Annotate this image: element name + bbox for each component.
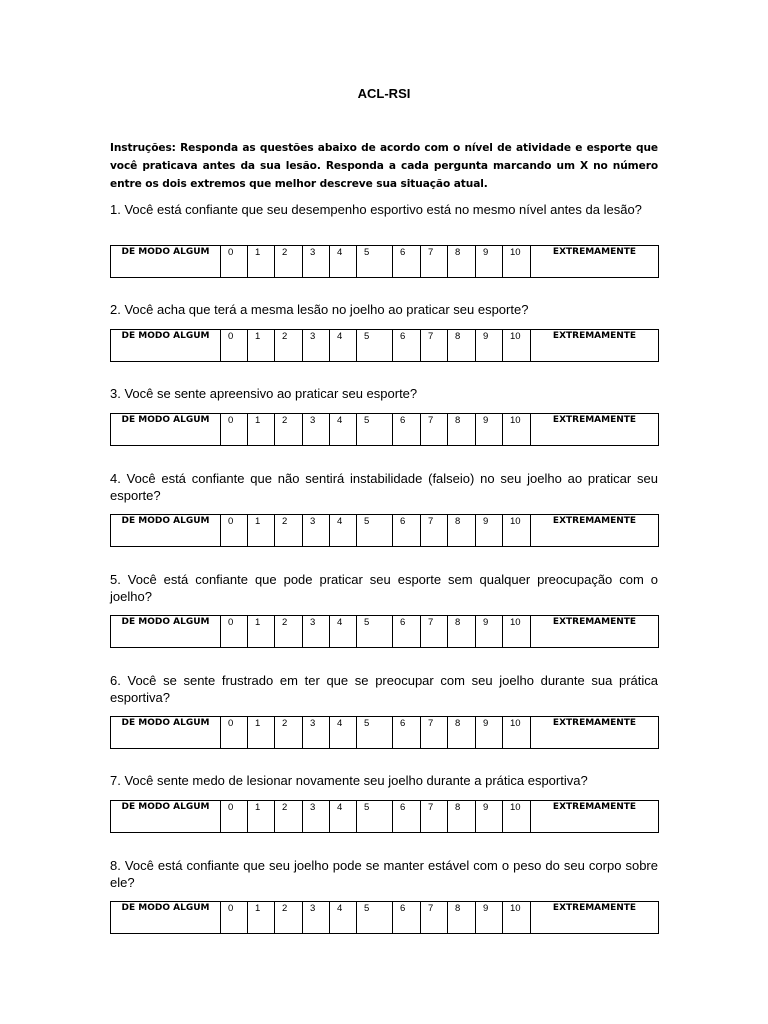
scale-option-7[interactable]: 7 (421, 616, 448, 648)
scale-left-label: DE MODO ALGUM (111, 717, 221, 749)
scale-right-label: EXTREMAMENTE (531, 717, 659, 749)
scale-option-5[interactable]: 5 (357, 330, 393, 362)
scale-option-8[interactable]: 8 (448, 515, 476, 547)
scale-option-10[interactable]: 10 (503, 414, 531, 446)
scale-option-10[interactable]: 10 (503, 246, 531, 278)
scale-option-1[interactable]: 1 (248, 246, 275, 278)
scale-option-0[interactable]: 0 (221, 515, 248, 547)
scale-option-2[interactable]: 2 (275, 246, 303, 278)
scale-option-5[interactable]: 5 (357, 414, 393, 446)
scale-option-1[interactable]: 1 (248, 616, 275, 648)
scale-option-5[interactable]: 5 (357, 902, 393, 934)
scale-option-4[interactable]: 4 (330, 515, 357, 547)
scale-option-1[interactable]: 1 (248, 414, 275, 446)
scale-option-3[interactable]: 3 (303, 801, 330, 833)
scale-option-10[interactable]: 10 (503, 330, 531, 362)
question-text: 6. Você se sente frustrado em ter que se preocupar com seu joelho durante sua prática esportiva? (110, 673, 658, 705)
scale-option-10[interactable]: 10 (503, 717, 531, 749)
scale-option-1[interactable]: 1 (248, 515, 275, 547)
scale-option-3[interactable]: 3 (303, 414, 330, 446)
scale-option-7[interactable]: 7 (421, 801, 448, 833)
rating-scale (110, 716, 659, 749)
scale-option-6[interactable]: 6 (393, 330, 421, 362)
scale-option-0[interactable]: 0 (221, 246, 248, 278)
scale-option-4[interactable]: 4 (330, 717, 357, 749)
scale-option-8[interactable]: 8 (448, 616, 476, 648)
question-text: 7. Você sente medo de lesionar novamente seu joelho durante a prática esportiva? (110, 773, 588, 788)
scale-option-6[interactable]: 6 (393, 246, 421, 278)
scale-left-label: DE MODO ALGUM (111, 616, 221, 648)
question-text: 3. Você se sente apreensivo ao praticar seu esporte? (110, 386, 418, 401)
scale-option-7[interactable]: 7 (421, 330, 448, 362)
scale-option-8[interactable]: 8 (448, 246, 476, 278)
scale-option-9[interactable]: 9 (476, 414, 503, 446)
instructions-text: Instruções: Responda as questões abaixo de acordo com o nível de atividade e esporte que você prati̇cava antes da sua lesão. Responda a cada pergunta marcando um X no número entre os dois extremos que melhor descreve sua situação atual. (110, 142, 658, 190)
scale-option-1[interactable]: 1 (248, 717, 275, 749)
scale-left-label: DE MODO ALGUM (111, 414, 221, 446)
scale-right-label: EXTREMAMENTE (531, 515, 659, 547)
rating-scale (110, 245, 659, 278)
scale-option-9[interactable]: 9 (476, 801, 503, 833)
scale-left-label: DE MODO ALGUM (111, 246, 221, 278)
scale-option-2[interactable]: 2 (275, 616, 303, 648)
scale-right-label: EXTREMAMENTE (531, 616, 659, 648)
question-text: 2. Você acha que terá a mesma lesão no joelho ao praticar seu esporte? (110, 302, 529, 317)
scale-option-10[interactable]: 10 (503, 801, 531, 833)
scale-option-8[interactable]: 8 (448, 717, 476, 749)
scale-option-3[interactable]: 3 (303, 902, 330, 934)
scale-option-2[interactable]: 2 (275, 717, 303, 749)
scale-option-9[interactable]: 9 (476, 902, 503, 934)
scale-option-0[interactable]: 0 (221, 330, 248, 362)
question-text: 5. Você está confiante que pode praticar seu esporte sem qualquer preocupação com o joelho? (110, 572, 658, 604)
question-text: 1. Você está confiante que seu desempenho esportivo está no mesmo nível antes da lesão? (110, 202, 642, 217)
rating-scale (110, 514, 659, 547)
scale-option-2[interactable]: 2 (275, 414, 303, 446)
scale-right-label: EXTREMAMENTE (531, 246, 659, 278)
scale-option-1[interactable]: 1 (248, 801, 275, 833)
scale-option-9[interactable]: 9 (476, 515, 503, 547)
scale-option-0[interactable]: 0 (221, 902, 248, 934)
scale-left-label: DE MODO ALGUM (111, 801, 221, 833)
scale-option-9[interactable]: 9 (476, 717, 503, 749)
scale-option-8[interactable]: 8 (448, 902, 476, 934)
scale-option-7[interactable]: 7 (421, 414, 448, 446)
scale-option-0[interactable]: 0 (221, 414, 248, 446)
scale-option-3[interactable]: 3 (303, 616, 330, 648)
scale-option-0[interactable]: 0 (221, 717, 248, 749)
scale-option-3[interactable]: 3 (303, 515, 330, 547)
scale-option-6[interactable]: 6 (393, 902, 421, 934)
scale-option-10[interactable]: 10 (503, 515, 531, 547)
scale-option-8[interactable]: 8 (448, 330, 476, 362)
page-title: ACL-RSI (357, 86, 411, 101)
scale-right-label: EXTREMAMENTE (531, 801, 659, 833)
scale-option-6[interactable]: 6 (393, 717, 421, 749)
scale-option-2[interactable]: 2 (275, 801, 303, 833)
scale-option-1[interactable]: 1 (248, 330, 275, 362)
scale-option-4[interactable]: 4 (330, 330, 357, 362)
rating-scale (110, 615, 659, 648)
scale-option-2[interactable]: 2 (275, 515, 303, 547)
scale-right-label: EXTREMAMENTE (531, 414, 659, 446)
scale-option-5[interactable]: 5 (357, 515, 393, 547)
scale-option-4[interactable]: 4 (330, 246, 357, 278)
scale-option-3[interactable]: 3 (303, 330, 330, 362)
scale-option-6[interactable]: 6 (393, 414, 421, 446)
scale-left-label: DE MODO ALGUM (111, 330, 221, 362)
rating-scale (110, 413, 659, 446)
scale-option-7[interactable]: 7 (421, 717, 448, 749)
scale-option-5[interactable]: 5 (357, 246, 393, 278)
scale-option-7[interactable]: 7 (421, 515, 448, 547)
question-text: 4. Você está confiante que não sentirá instabilidade (falseio) no seu joelho ao praticar seu esporte? (110, 471, 658, 503)
scale-option-2[interactable]: 2 (275, 902, 303, 934)
scale-left-label: DE MODO ALGUM (111, 515, 221, 547)
scale-option-10[interactable]: 10 (503, 616, 531, 648)
scale-option-7[interactable]: 7 (421, 902, 448, 934)
scale-option-10[interactable]: 10 (503, 902, 531, 934)
scale-option-9[interactable]: 9 (476, 330, 503, 362)
scale-right-label: EXTREMAMENTE (531, 330, 659, 362)
scale-option-3[interactable]: 3 (303, 246, 330, 278)
scale-option-7[interactable]: 7 (421, 246, 448, 278)
rating-scale (110, 800, 659, 833)
scale-left-label: DE MODO ALGUM (111, 902, 221, 934)
scale-option-4[interactable]: 4 (330, 902, 357, 934)
scale-option-6[interactable]: 6 (393, 801, 421, 833)
scale-option-2[interactable]: 2 (275, 330, 303, 362)
scale-option-0[interactable]: 0 (221, 616, 248, 648)
scale-option-1[interactable]: 1 (248, 902, 275, 934)
scale-option-5[interactable]: 5 (357, 717, 393, 749)
scale-option-9[interactable]: 9 (476, 616, 503, 648)
scale-option-4[interactable]: 4 (330, 414, 357, 446)
scale-option-5[interactable]: 5 (357, 801, 393, 833)
scale-option-9[interactable]: 9 (476, 246, 503, 278)
scale-option-0[interactable]: 0 (221, 801, 248, 833)
question-text: 8. Você está confiante que seu joelho pode se manter estável com o peso do seu corpo sobre ele? (110, 858, 658, 890)
scale-option-6[interactable]: 6 (393, 616, 421, 648)
scale-option-3[interactable]: 3 (303, 717, 330, 749)
scale-option-4[interactable]: 4 (330, 616, 357, 648)
scale-option-6[interactable]: 6 (393, 515, 421, 547)
scale-option-5[interactable]: 5 (357, 616, 393, 648)
scale-right-label: EXTREMAMENTE (531, 902, 659, 934)
scale-option-4[interactable]: 4 (330, 801, 357, 833)
scale-option-8[interactable]: 8 (448, 414, 476, 446)
rating-scale (110, 901, 659, 934)
scale-option-8[interactable]: 8 (448, 801, 476, 833)
rating-scale (110, 329, 659, 362)
